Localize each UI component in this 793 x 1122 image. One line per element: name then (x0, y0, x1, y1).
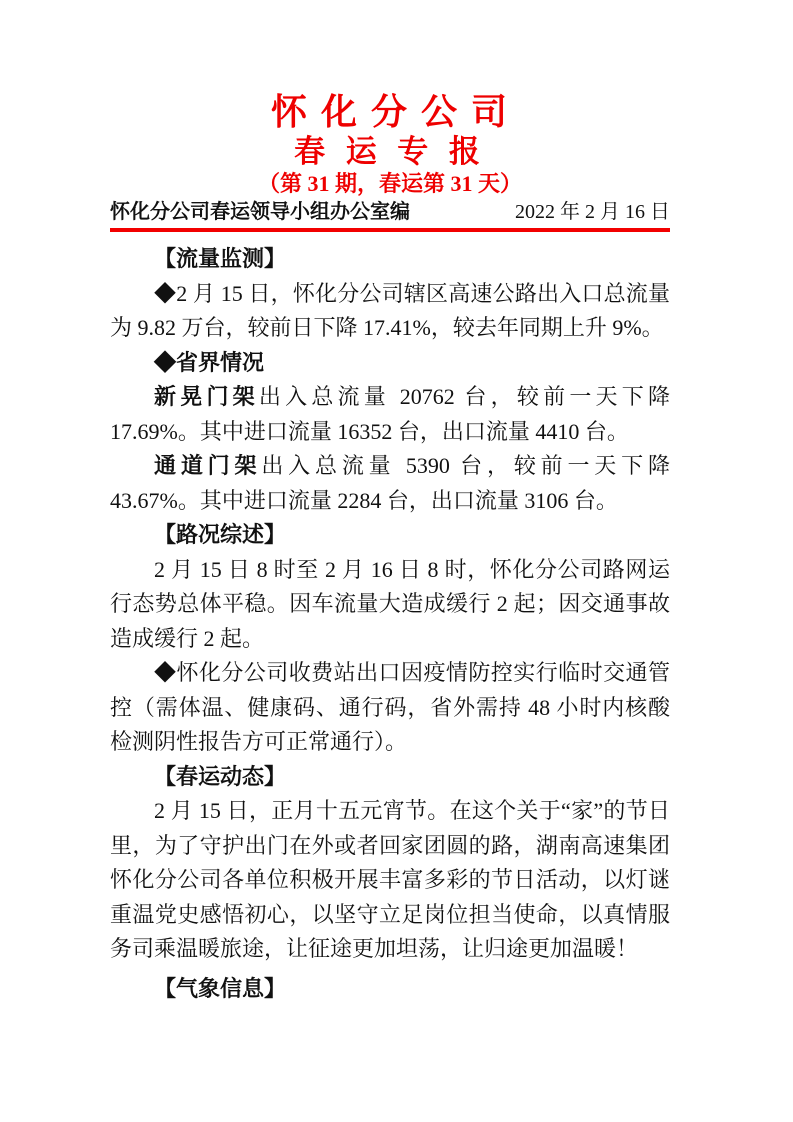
body-paragraph (110, 346, 670, 381)
body-paragraph (110, 277, 670, 346)
text-run: 2 月 15 日，正月十五元宵节。在这个关于“家”的节日里，为了守护出门在外或者回家团圆的路，湖南高速集团怀化分公司各单位积极开展丰富多彩的节日活动，以灯谜重温党史感悟初心，以坚守立足岗位担当使命，以真情服务司乘温暖旅途，让征途更加坦荡，让归途更加温暖！ (110, 798, 670, 961)
report-date: 2022 年 2 月 16 日 (515, 201, 670, 223)
report-title-line2: 春 运 专 报 (294, 134, 486, 169)
text-run: ◆怀化分公司收费站出口因疫情防控实行临时交通管控（需体温、健康码、通行码，省外需持 48 小时内核酸检测阴性报告方可正常通行）。 (110, 660, 670, 754)
text-run: 出入总流量 20762 台，较前一天下降 17.69%。其中进口流量 16352 台，出口流量 4410 台。 (110, 384, 670, 444)
section-heading: 【气象信息】 (154, 975, 287, 1001)
bold-text-run: 新晃门架 (154, 384, 259, 409)
byline-row (110, 198, 670, 226)
report-section (110, 972, 670, 1007)
bold-text-run: ◆省界情况 (154, 349, 265, 375)
section-heading: 【春运动态】 (154, 763, 287, 789)
issue-number-line: （第 31 期，春运第 31 天） (257, 171, 522, 196)
report-section (110, 760, 670, 967)
compiled-by-label: 怀化分公司春运领导小组办公室编 (110, 201, 410, 223)
text-run: 2 月 15 日 8 时至 2 月 16 日 8 时，怀化分公司路网运行态势总体平稳。因车流量大造成缓行 2 起；因交通事故造成缓行 2 起。 (110, 556, 670, 651)
bold-text-run: 通道门架 (154, 453, 262, 478)
body-paragraph (110, 553, 670, 657)
report-sections (110, 242, 670, 1006)
report-header (110, 90, 670, 232)
body-paragraph (110, 449, 670, 518)
body-paragraph (110, 656, 670, 760)
red-divider-rule (110, 228, 670, 232)
section-heading: 【路况综述】 (154, 522, 287, 547)
text-run: ◆2 月 15 日，怀化分公司辖区高速公路出入口总流量为 9.82 万台，较前日下降 17.41%，较去年同期上升 9%。 (110, 280, 670, 340)
report-section (110, 518, 670, 760)
body-paragraph (110, 380, 670, 449)
report-title-line1: 怀 化 分 公 司 (270, 91, 509, 132)
body-paragraph (110, 794, 670, 967)
text-run: 出入总流量 5390 台，较前一天下降 43.67%。其中进口流量 2284 台，出口流量 3106 台。 (110, 453, 670, 513)
section-heading: 【流量监测】 (154, 246, 287, 271)
report-section (110, 242, 670, 518)
